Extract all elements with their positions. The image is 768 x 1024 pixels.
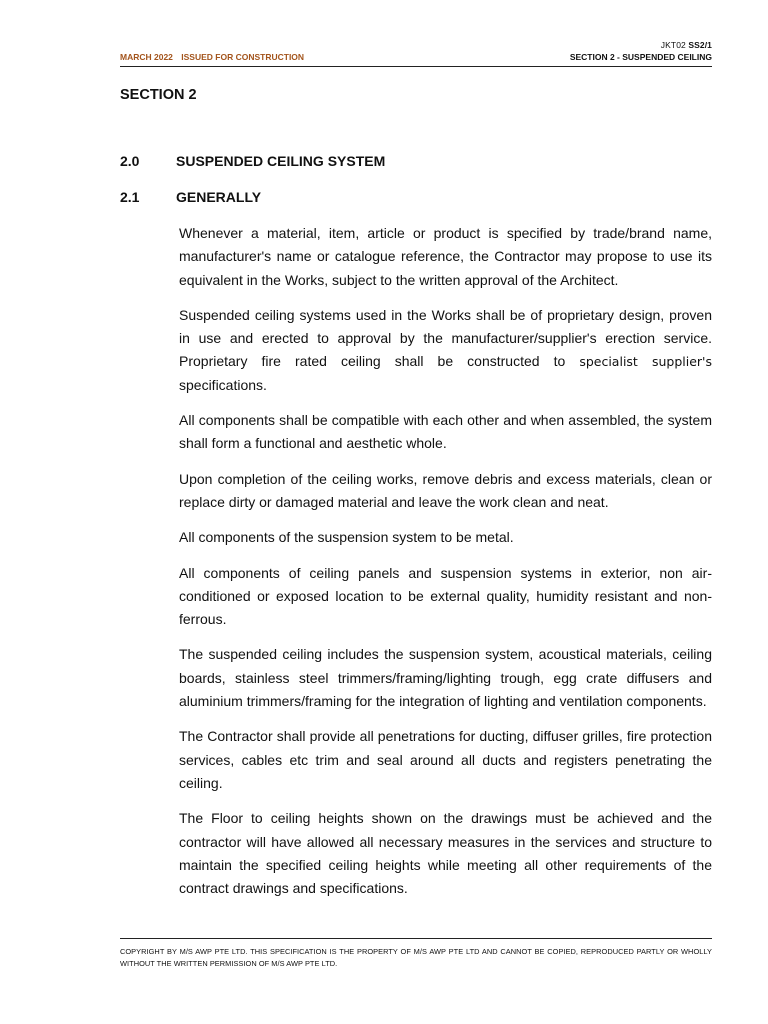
paragraph: The suspended ceiling includes the suspension system, acoustical materials, ceiling boards, stainless steel trimmers/framing/lighting trough, egg crate diffusers and aluminium trimmers/framing for the integration of lighting and ventilation components. — [179, 646, 712, 710]
paragraph: All components of the suspension system to be metal. — [179, 529, 514, 546]
section-title: SECTION 2 — [120, 87, 197, 103]
paragraph: The Contractor shall provide all penetrations for ducting, diffuser grilles, fire protection services, cables etc trim and seal around all ducts and registers penetrating the ceiling. — [179, 728, 712, 791]
footer-divider — [120, 938, 712, 939]
paragraph-end-text: specifications. — [179, 376, 267, 393]
heading-number: 2.0 — [120, 153, 140, 169]
section-reference: SECTION 2 - SUSPENDED CEILING — [569, 52, 712, 62]
paragraph: Whenever a material, item, article or product is specified by trade/brand name, manufacturer's name or catalogue reference, the Contractor may propose to use its equivalent in the Works, subject to the written approval of the Architect. — [179, 225, 712, 288]
heading-title: SUSPENDED CEILING SYSTEM — [176, 153, 386, 169]
issue-date: MARCH 2022 — [120, 52, 173, 62]
paragraph: All components of ceiling panels and suspension systems in exterior, non air-conditioned or exposed location to be external quality, humidity resistant and non-ferrous. — [179, 564, 712, 628]
paragraph — [179, 304, 712, 397]
paragraph: The Floor to ceiling heights shown on the drawings must be achieved and the contractor will have allowed all necessary measures in the services and structure to maintain the specified ceiling heights while meeting all other requirements of the contract drawings and specifications. — [179, 810, 712, 897]
heading-number: 2.1 — [120, 189, 140, 205]
document-reference — [661, 40, 712, 50]
issue-info — [120, 52, 304, 62]
paragraph: All components shall be compatible with each other and when assembled, the system shall form a functional and aesthetic whole. — [179, 412, 712, 452]
heading-2-0 — [120, 153, 385, 169]
doc-code: JKT02 — [660, 40, 686, 50]
body-text — [179, 222, 712, 912]
paragraph-special-text: specialist supplier's — [579, 354, 712, 370]
paragraph: Upon completion of the ceiling works, remove debris and excess materials, clean or replace dirty or damaged material and leave the work clean and neat. — [179, 470, 712, 510]
page-header — [120, 52, 712, 67]
footer-copyright: COPYRIGHT BY M/S AWP PTE LTD. THIS SPECIFICATION IS THE PROPERTY OF M/S AWP PTE LTD AND CANNOT BE COPIED, REPRODUCED PARTLY OR WHOLLY WITHOUT THE WRITTEN PERMISSION OF M/S AWP PTE LTD. — [120, 947, 712, 968]
heading-2-1 — [120, 189, 261, 205]
paragraph-text: Suspended ceiling systems used in the Works shall be of proprietary design, proven in use and erected to approval by the manufacturer/supplier's erection service. Proprietary fire rated ceiling shall be constructed to — [179, 306, 712, 370]
heading-title: GENERALLY — [176, 189, 262, 205]
issue-status: ISSUED FOR CONSTRUCTION — [181, 52, 305, 62]
doc-page-number: SS2/1 — [688, 40, 712, 50]
